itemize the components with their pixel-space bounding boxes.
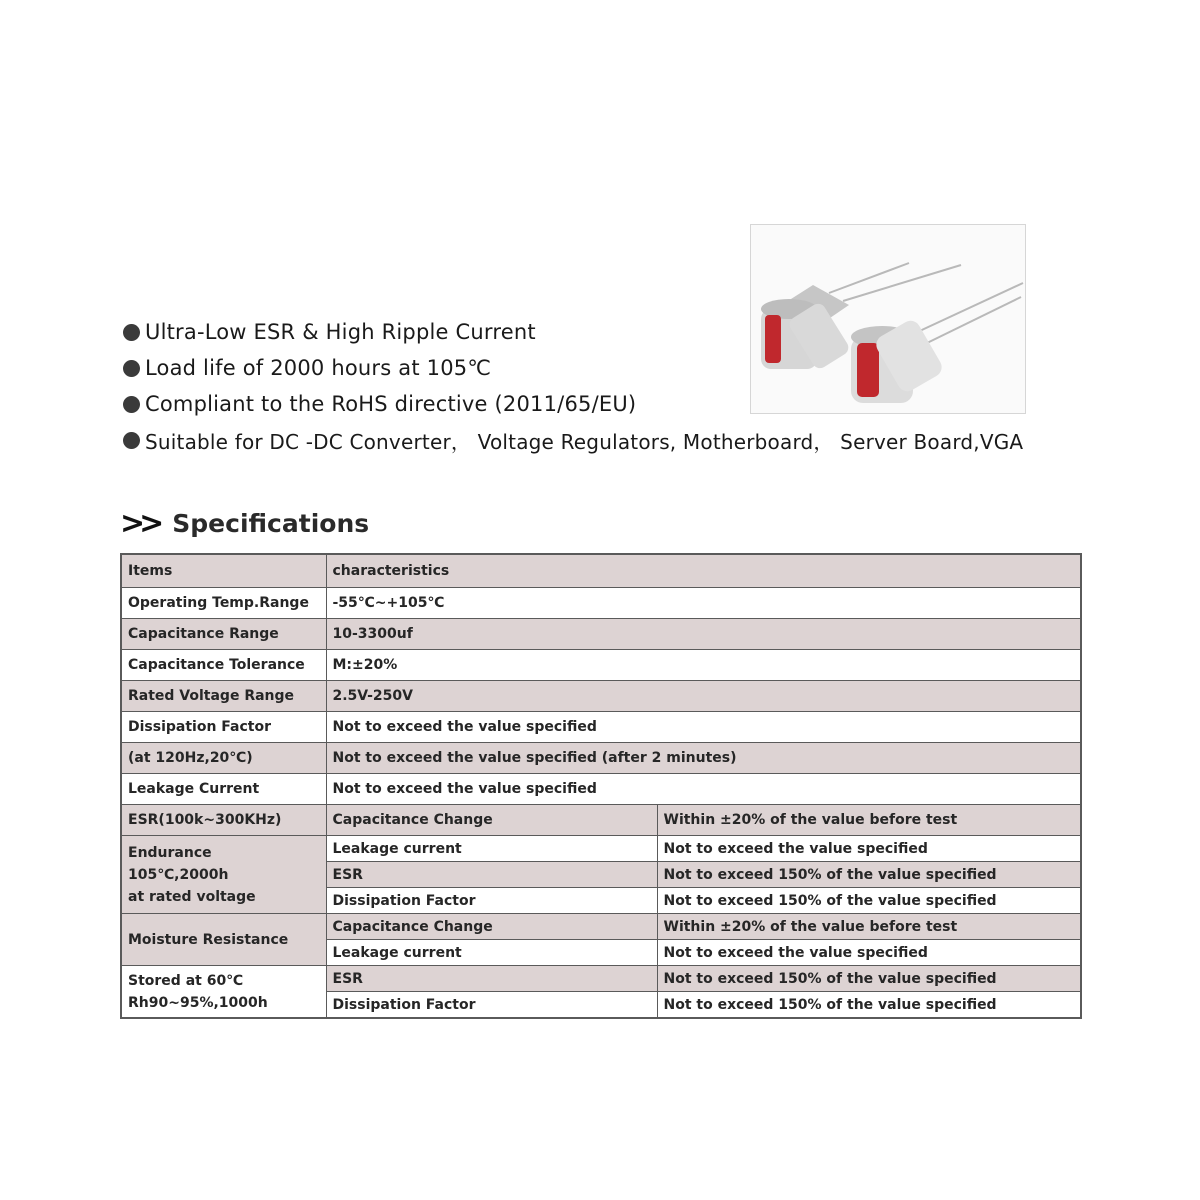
criterion-cell: Not to exceed the value specified — [657, 836, 1081, 862]
bullet-icon — [123, 360, 140, 377]
item-cell: ESR(100k~300KHz) — [121, 805, 326, 836]
table-row — [121, 805, 1081, 836]
item-cell: (at 120Hz,20℃) — [121, 743, 326, 774]
capacitor-image — [751, 225, 1025, 413]
test-cell: Capacitance Change — [326, 914, 657, 940]
stored-label-line: Rh90~95%,1000h — [128, 994, 268, 1011]
feature-item — [120, 422, 1060, 458]
value-cell: 2.5V-250V — [326, 681, 1081, 712]
table-row — [121, 712, 1081, 743]
table-row — [121, 836, 1081, 862]
criterion-cell: Not to exceed 150% of the value specified — [657, 862, 1081, 888]
specifications-table — [120, 553, 1082, 1019]
value-cell: 10-3300uf — [326, 619, 1081, 650]
criterion-cell: Within ±20% of the value before test — [657, 914, 1081, 940]
table-row — [121, 588, 1081, 619]
specifications-heading — [120, 506, 369, 541]
double-chevron-icon: >> — [120, 506, 159, 541]
feature-text: Load life of 2000 hours at 105℃ — [145, 356, 492, 380]
bullet-icon — [123, 324, 140, 341]
criterion-cell: Within ±20% of the value before test — [657, 805, 1081, 836]
value-cell: Not to exceed the value specified — [326, 774, 1081, 805]
test-cell: Dissipation Factor — [326, 992, 657, 1019]
value-cell: M:±20% — [326, 650, 1081, 681]
value-cell: -55℃~+105℃ — [326, 588, 1081, 619]
item-cell: Capacitance Tolerance — [121, 650, 326, 681]
endurance-label-line: at rated voltage — [128, 888, 256, 905]
feature-text: Suitable for DC -DC Converter， Voltage Regulators, Motherboard， Server Board,VGA — [145, 429, 1024, 454]
header-items: Items — [121, 554, 326, 588]
table-row — [121, 743, 1081, 774]
endurance-label-line: Endurance — [128, 844, 212, 861]
feature-text: Ultra-Low ESR & High Ripple Current — [145, 320, 536, 344]
section-title: Specifications — [172, 509, 370, 538]
criterion-cell: Not to exceed the value specified — [657, 940, 1081, 966]
test-cell: ESR — [326, 862, 657, 888]
item-cell: Capacitance Range — [121, 619, 326, 650]
feature-text: Compliant to the RoHS directive (2011/65/EU) — [145, 392, 637, 416]
criterion-cell: Not to exceed 150% of the value specified — [657, 966, 1081, 992]
product-photo — [750, 224, 1026, 414]
table-row — [121, 914, 1081, 940]
test-cell: ESR — [326, 966, 657, 992]
stored-label — [121, 966, 326, 1019]
item-cell: Rated Voltage Range — [121, 681, 326, 712]
test-cell: Leakage current — [326, 940, 657, 966]
moisture-label: Moisture Resistance — [121, 914, 326, 966]
test-cell: Dissipation Factor — [326, 888, 657, 914]
test-cell: Capacitance Change — [326, 805, 657, 836]
bullet-icon — [123, 396, 140, 413]
endurance-label — [121, 836, 326, 914]
table-row — [121, 774, 1081, 805]
item-cell: Leakage Current — [121, 774, 326, 805]
table-row — [121, 681, 1081, 712]
table-header-row — [121, 554, 1081, 588]
test-cell: Leakage current — [326, 836, 657, 862]
item-cell: Operating Temp.Range — [121, 588, 326, 619]
table-row — [121, 966, 1081, 992]
item-cell: Dissipation Factor — [121, 712, 326, 743]
table-row — [121, 650, 1081, 681]
value-cell: Not to exceed the value specified — [326, 712, 1081, 743]
endurance-label-line: 105℃,2000h — [128, 866, 229, 883]
value-cell: Not to exceed the value specified (after 2 minutes) — [326, 743, 1081, 774]
table-row — [121, 619, 1081, 650]
criterion-cell: Not to exceed 150% of the value specified — [657, 992, 1081, 1019]
header-characteristics: characteristics — [326, 554, 1081, 588]
criterion-cell: Not to exceed 150% of the value specified — [657, 888, 1081, 914]
bullet-icon — [123, 432, 140, 449]
stored-label-line: Stored at 60℃ — [128, 972, 244, 989]
